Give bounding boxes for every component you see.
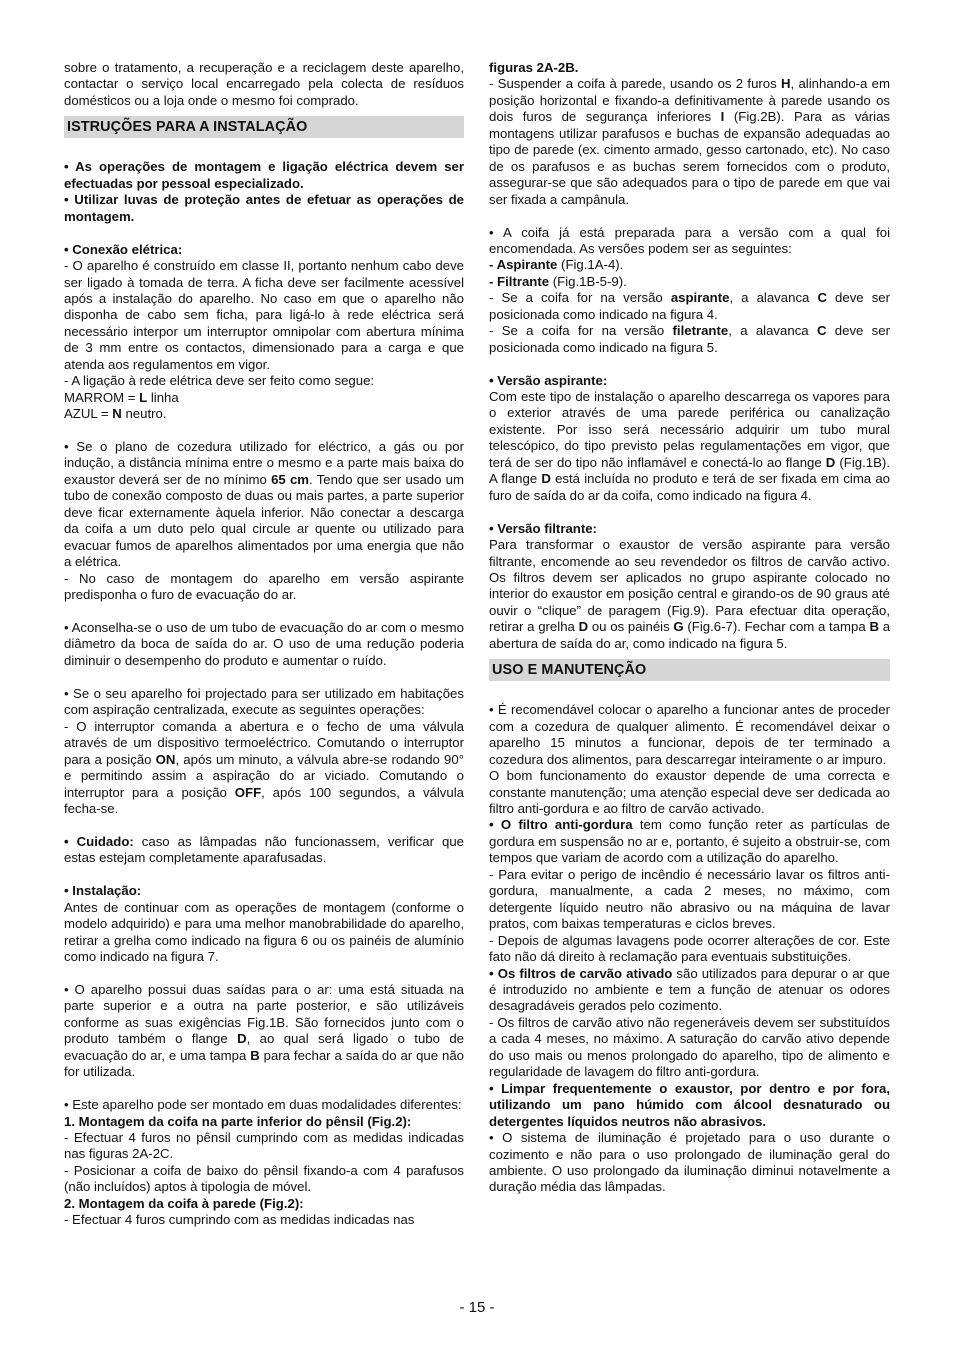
figures-reference: figuras 2A-2B. bbox=[489, 60, 579, 75]
page-number: - 15 - bbox=[459, 1299, 495, 1316]
section-heading-installation: ISTRUÇÕES PARA A INSTALAÇÃO bbox=[64, 116, 464, 138]
caution-lamps: • Cuidado: caso as lâmpadas não funcionassem, verificar que estas estejam completamente aparafusadas. bbox=[64, 833, 464, 866]
mounting-under-cabinet-heading: 1. Montagem da coifa na parte inferior do pênsil (Fig.2): bbox=[64, 1113, 412, 1129]
electrical-wiring-text: - A ligação à rede elétrica deve ser feito como segue: bbox=[64, 373, 375, 389]
use-recommendation: • É recomendável colocar o aparelho a funcionar antes de proceder com a cozedura de qualquer alimento. É recomendável deixar o aparelho 15 minutos a funcionar, depois de ter terminado a cozedura dos alimentos, para descarregar inteiramente o ar impuro. bbox=[489, 702, 890, 767]
lever-aspirating-text: - Se a coifa for na versão aspirante, a alavanca C deve ser posicionada como indicado na figura 4. bbox=[489, 290, 891, 322]
maintenance-text: O bom funcionamento do exaustor depende de uma correcta e constante manutenção; uma atenção especial deve ser dedicada ao filtro anti-gordura e ao filtro de carvão activado. bbox=[489, 768, 890, 816]
version-filtering-item: - Filtrante (Fig.1B-5-9). bbox=[489, 273, 627, 289]
exhaust-tube-paragraph: • Aconselha-se o uso de um tubo de evacuação do ar com o mesmo diâmetro da boca de saída do ar. O uso de uma redução poderia diminuir o desempenho do produto e aumentar o ruído. bbox=[64, 620, 464, 668]
versions-intro: • A coifa já está preparada para a versão com a qual foi encomendada. As versões podem ser as seguintes: bbox=[489, 224, 890, 256]
installation-heading: • Instalação: bbox=[64, 883, 142, 899]
central-aspiration-intro: • Se o seu aparelho foi projectado para ser utilizado em habitações com aspiração centralizada, execute as seguintes operações: bbox=[64, 685, 464, 718]
section-heading-use-maintenance: USO E MANUTENÇÃO bbox=[489, 659, 890, 681]
mounting-wall-heading: 2. Montagem da coifa à parede (Fig.2): bbox=[64, 1195, 304, 1211]
grease-filter-paragraph: • O filtro anti-gordura tem como função reter as partículas de gordura em suspensão no ar e, portanto, é sujeito a obstruir-se, com tempos que variam de acordo com a utilização do aparelho. bbox=[489, 817, 891, 866]
lever-filtering-text: - Se a coifa for na versão filetrante, a alavanca C deve ser posicionada como indicado na figura 5. bbox=[489, 323, 891, 355]
hob-distance-paragraph: • Se o plano de cozedura utilizado for eléctrico, a gás ou por indução, a distância mínima entre o mesmo e a parte mais baixa do exaustor deverá ser de no mínimo 65 cm. Tendo que ser usado um tubo de conexão composto de duas ou mais partes, a parte superior deve ficar externamente àquela inferior. Não conectar a descarga da coifa a um duto pelo qual circule ar quente ou utilizado para evacuar fumos de aparelhos alimentados por uma energia que não a elétrica. bbox=[64, 439, 464, 570]
carbon-filter-replacement: - Os filtros de carvão ativo não regeneráveis devem ser substituídos a cada 4 meses, no máximo. A saturação do carvão ativo depende do uso mais ou menos prolongado do aparelho, tipo de alimento e regularidade de lavagem do filtro anti-gordura. bbox=[489, 1014, 890, 1080]
wall-suspension-paragraph: - Suspender a coifa à parede, usando os 2 furos H, alinhando-a em posição horizontal e fixando-a definitivamente à parede usando os dois furos de segurança inferiores I (Fig.2B). Para as várias montagens utilizar parafusos e buchas de expansão adequadas ao tipo de parede (ex. cimento armado, gesso cartonado, etc). No caso de os parafusos e as buchas serem fornecidos com o produto, assegurar-se que são adequados para o tipo de parede em que vai ser fixada a campânula. bbox=[489, 76, 890, 207]
mounting-modes-intro: • Este aparelho pode ser montado em duas modalidades diferentes: bbox=[64, 1097, 462, 1113]
lighting-paragraph: • O sistema de iluminação é projetado para o uso durante o cozimento e não para o uso prolongado de iluminação geral do ambiente. O uso prolongado da iluminação diminui notavelmente a duração média das lâmpadas. bbox=[489, 1130, 890, 1195]
filtering-version-text: Para transformar o exaustor de versão aspirante para versão filtrante, encomende ao seu revendedor os filtros de carvão activo. Os filtros devem ser aplicados no grupo aspirante colocado no interior do exaustor em posição central e girando-os de 90 graus até ouvir o “clique” de paragem (Fig.9). Para efectuar dita operação, retirar a grelha D ou os painéis G (Fig.6-7). Fechar com a tampa B a abertura de saída do ar, como indicado na figura 5. bbox=[489, 537, 891, 651]
warning-specialized-personnel: • As operações de montagem e ligação eléctrica devem ser efectuadas por pessoal especializado. bbox=[64, 159, 464, 191]
right-column bbox=[489, 60, 890, 1196]
central-aspiration-valve: - O interruptor comanda a abertura e o fecho de uma válvula através de um dispositivo termoeléctrico. Comutando o interruptor para a posição ON, após um minuto, a válvula abre-se rodando 90° e permitindo assim a aspiração do ar viciado. Comutando o interruptor para a posição OFF, após 100 segundos, a válvula fecha-se. bbox=[64, 718, 464, 816]
filtering-version-heading: • Versão filtrante: bbox=[489, 520, 597, 536]
grease-filter-washing: - Para evitar o perigo de incêndio é necessário lavar os filtros anti-gordura, manualmente, a cada 2 meses, no máximo, com detergente líquido neutro não abrasivo ou na máquina de lavar pratos, com baixas temperaturas e ciclos breves. bbox=[489, 866, 890, 932]
aspirating-version-heading: • Versão aspirante: bbox=[489, 372, 608, 388]
aspirating-version-text: Com este tipo de instalação o aparelho descarrega os vapores para o exterior através de uma parede periférica ou canalização existente. Por isso será necessário adquirir um tubo mural telescópico, do tipo previsto pelas regulamentações em vigor, que terá de ser do tipo não inflamável e conectá-lo ao flange D (Fig.1B). A flange D está incluída no produto e terá de ser fixada em cima ao furo de saída do ar da coifa, como indicado na figura 4. bbox=[489, 389, 890, 503]
carbon-filter-paragraph: • Os filtros de carvão ativado são utilizados para depurar o ar que é introduzido no ambiente e tem a função de atenuar os odores desagradáveis gerados pelo cozimento. bbox=[489, 965, 890, 1014]
wire-blue-neutral: AZUL = N neutro. bbox=[64, 406, 167, 422]
left-column bbox=[64, 60, 464, 1229]
electrical-connection-text: - O aparelho é construído em classe II, portanto nenhum cabo deve ser ligado à tomada de terra. A ficha deve ser facilmente acessível após a instalação do aparelho. No caso em que o aparelho não disponha de cabo sem ficha, para ligá-lo à rede eléctrica será necessário interpor um interruptor omnipolar com abertura mínima de 3 mm entre os contactos, dimensionado para a carga e que atenda aos regulamentos em vigor. bbox=[64, 258, 464, 372]
installation-text: Antes de continuar com as operações de montagem (conforme o modelo adquirido) e para uma melhor manobrabilidade do aparelho, retirar a grelha como indicado na figura 6 ou os painéis de alumínio como indicado na figura 7. bbox=[64, 899, 464, 965]
grease-filter-color: - Depois de algumas lavagens pode ocorrer alterações de cor. Este fato não dá direito à reclamação para eventuais substituições. bbox=[489, 932, 890, 965]
version-aspirating-item: - Aspirante (Fig.1A-4). bbox=[489, 257, 624, 273]
warning-gloves: • Utilizar luvas de proteção antes de efetuar as operações de montagem. bbox=[64, 192, 464, 224]
cleaning-instruction: • Limpar frequentemente o exaustor, por dentro e por fora, utilizando um pano húmido com álcool desnaturado ou detergentes líquidos neutros não abrasivos. bbox=[489, 1080, 890, 1129]
electrical-connection-heading: • Conexão elétrica: bbox=[64, 241, 183, 257]
air-outlets-paragraph: • O aparelho possui duas saídas para o ar: uma está situada na parte superior e a outra na parte posterior, e são utilizáveis conforme as suas exigências Fig.1B. São fornecidos junto com o produto também o flange D, ao qual será ligado o tubo de evacuação do ar, e uma tampa B para fechar a saída do ar que não for utilizada. bbox=[64, 981, 464, 1080]
mounting-under-cabinet-step2: - Posicionar a coifa de baixo do pênsil fixando-a com 4 parafusos (não incluídos) aptos à tipologia de móvel. bbox=[64, 1162, 464, 1195]
mounting-wall-step1: - Efectuar 4 furos cumprindo com as medidas indicadas nas bbox=[64, 1212, 415, 1228]
aspirating-version-hole-text: - No caso de montagem do aparelho em versão aspirante predisponha o furo de evacuação do ar. bbox=[64, 570, 464, 603]
wire-brown-line: MARROM = L linha bbox=[64, 389, 179, 405]
mounting-under-cabinet-step1: - Efectuar 4 furos no pênsil cumprindo com as medidas indicadas nas figuras 2A-2C. bbox=[64, 1129, 464, 1162]
intro-paragraph: sobre o tratamento, a recuperação e a reciclagem deste aparelho, contactar o serviço local encarregado pela colecta de resíduos domésticos ou a loja onde o mesmo foi comprado. bbox=[64, 60, 464, 108]
